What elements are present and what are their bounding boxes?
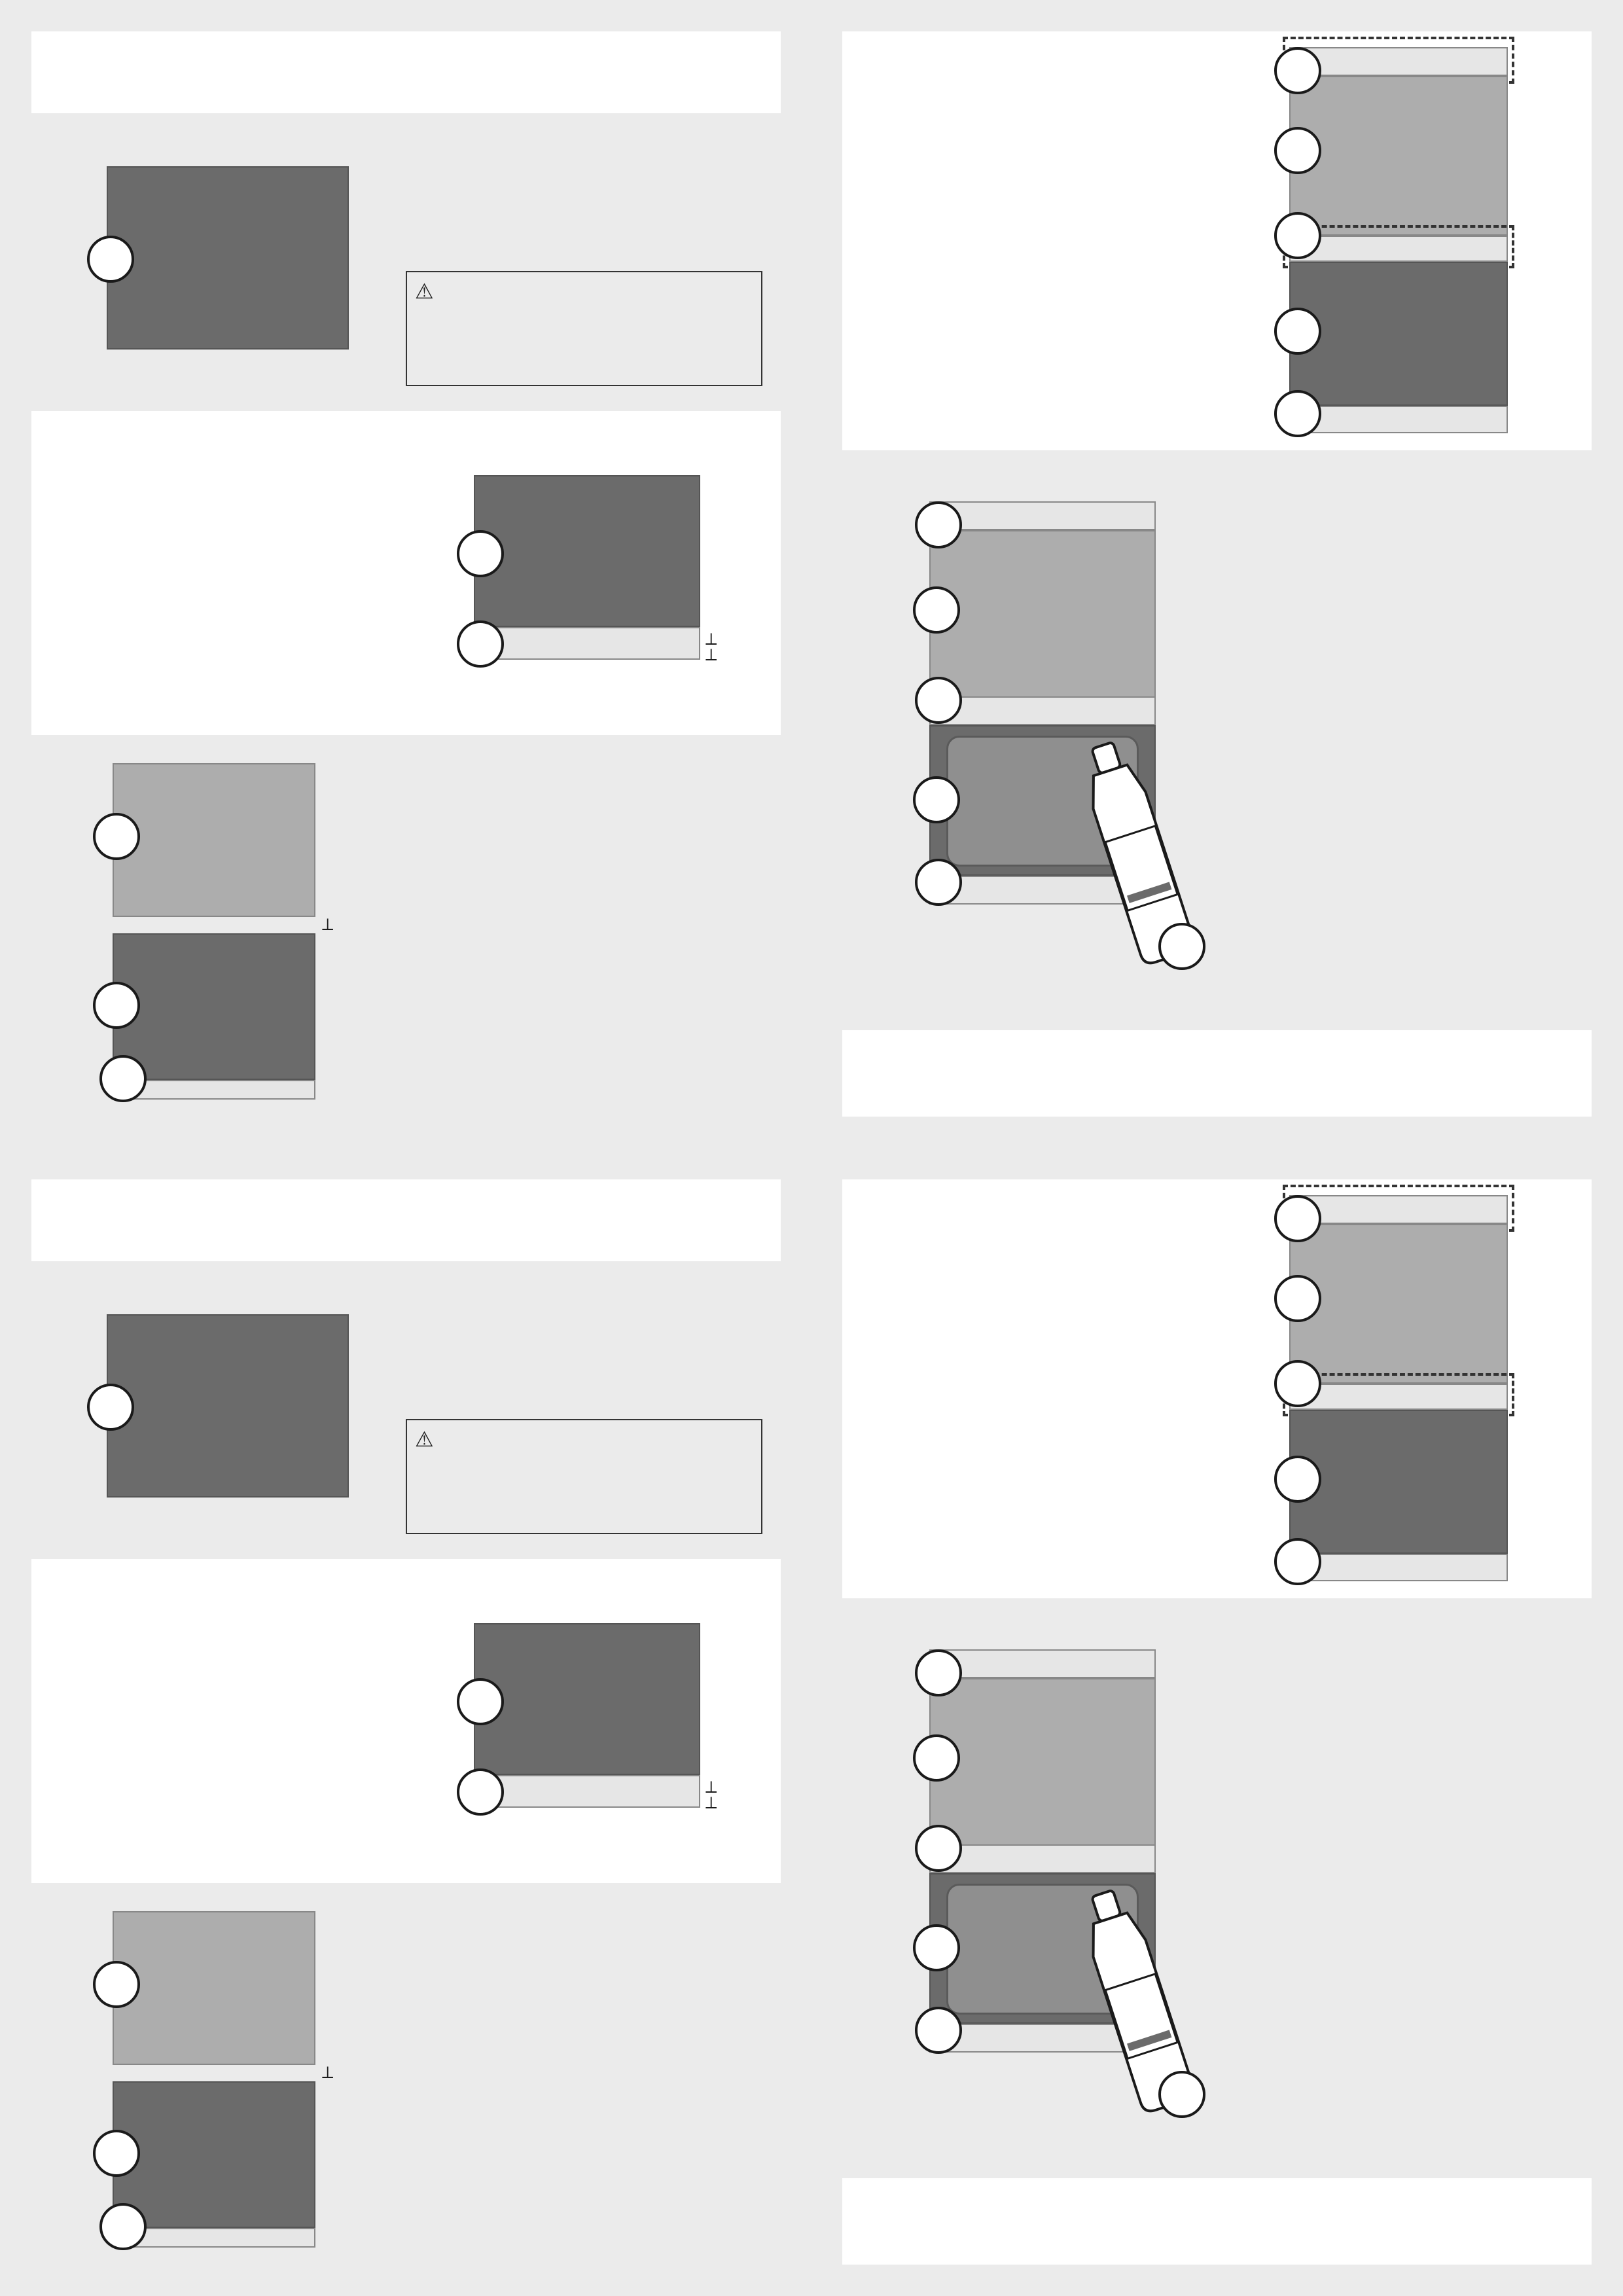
- step-4: [842, 31, 1592, 450]
- drying-strip: [929, 1844, 1156, 1873]
- warning-icon: ⚠: [415, 279, 434, 303]
- label-c-circle: [1274, 1538, 1321, 1585]
- label-c-circle: [99, 2203, 147, 2250]
- label-d-circle: [915, 1825, 962, 1872]
- measure-3cm: ⟂: [322, 2062, 334, 2082]
- dry-mat: [1289, 1224, 1508, 1384]
- step-4: [842, 1179, 1592, 1598]
- dry-mat: [1289, 76, 1508, 236]
- label-a-circle: [93, 982, 140, 1029]
- label-d-circle: [1274, 1360, 1321, 1407]
- label-a-circle: [93, 2130, 140, 2177]
- label-c-circle: [457, 620, 504, 668]
- welcome-strip: [929, 501, 1156, 530]
- label-b-circle: [1274, 1275, 1321, 1322]
- wet-mat: [474, 1623, 700, 1775]
- welcome-strip: [1289, 47, 1508, 76]
- title-panel: [31, 1179, 781, 1261]
- warning-box: [406, 271, 762, 386]
- warning-icon: ⚠: [415, 1427, 434, 1451]
- disinfection-strip: [474, 627, 700, 660]
- instruction-sheet-bottom: [0, 1148, 1623, 2296]
- wet-mat: [113, 933, 315, 1080]
- disinfection-strip: [1289, 1554, 1508, 1581]
- label-e-circle: [915, 1649, 962, 1696]
- step-6: [842, 2178, 1592, 2265]
- warning-box: [406, 1419, 762, 1534]
- measure-3cm: ⟂: [705, 629, 717, 649]
- step-2: [31, 411, 781, 735]
- welcome-strip: [1289, 1195, 1508, 1224]
- label-f-circle: [1158, 2071, 1205, 2118]
- label-e-circle: [915, 501, 962, 548]
- label-c-circle: [915, 859, 962, 906]
- label-d-circle: [915, 677, 962, 724]
- wet-mat: [107, 166, 349, 350]
- label-a-circle: [87, 236, 134, 283]
- label-a-circle: [913, 776, 960, 823]
- disinfection-strip: [474, 1775, 700, 1808]
- label-c-circle: [457, 1768, 504, 1816]
- dry-mat: [929, 1678, 1156, 1848]
- wet-mat: [1289, 1410, 1508, 1554]
- label-e-circle: [1274, 1195, 1321, 1242]
- dry-mat: [929, 530, 1156, 700]
- wet-mat: [113, 2081, 315, 2228]
- wet-mat: [1289, 262, 1508, 406]
- dry-mat: [113, 1911, 315, 2065]
- label-a-circle: [457, 1678, 504, 1725]
- label-a-circle: [913, 1924, 960, 1971]
- drying-strip: [929, 696, 1156, 725]
- label-c-circle: [1274, 390, 1321, 437]
- label-a-circle: [457, 530, 504, 577]
- wet-mat: [107, 1314, 349, 1498]
- measure-4cm: ⟂: [705, 645, 717, 664]
- label-e-circle: [1274, 47, 1321, 94]
- label-a-circle: [87, 1384, 134, 1431]
- label-b-circle: [1274, 127, 1321, 174]
- label-d-circle: [1274, 212, 1321, 259]
- label-b-circle: [93, 813, 140, 860]
- label-b-circle: [913, 1734, 960, 1782]
- title-panel: [31, 31, 781, 113]
- label-c-circle: [99, 1055, 147, 1102]
- label-c-circle: [915, 2007, 962, 2054]
- measure-3cm: ⟂: [705, 1777, 717, 1797]
- wet-mat: [474, 475, 700, 627]
- measure-4cm: ⟂: [705, 1793, 717, 1812]
- label-b-circle: [93, 1961, 140, 2008]
- dry-mat: [113, 763, 315, 917]
- measure-3cm: ⟂: [322, 914, 334, 934]
- drying-strip: [1289, 1384, 1508, 1410]
- welcome-strip: [929, 1649, 1156, 1678]
- label-a-circle: [1274, 308, 1321, 355]
- step-2: [31, 1559, 781, 1883]
- disinfection-strip: [1289, 406, 1508, 433]
- label-f-circle: [1158, 923, 1205, 970]
- drying-strip: [1289, 236, 1508, 262]
- label-b-circle: [913, 586, 960, 634]
- label-a-circle: [1274, 1456, 1321, 1503]
- step-6: [842, 1030, 1592, 1117]
